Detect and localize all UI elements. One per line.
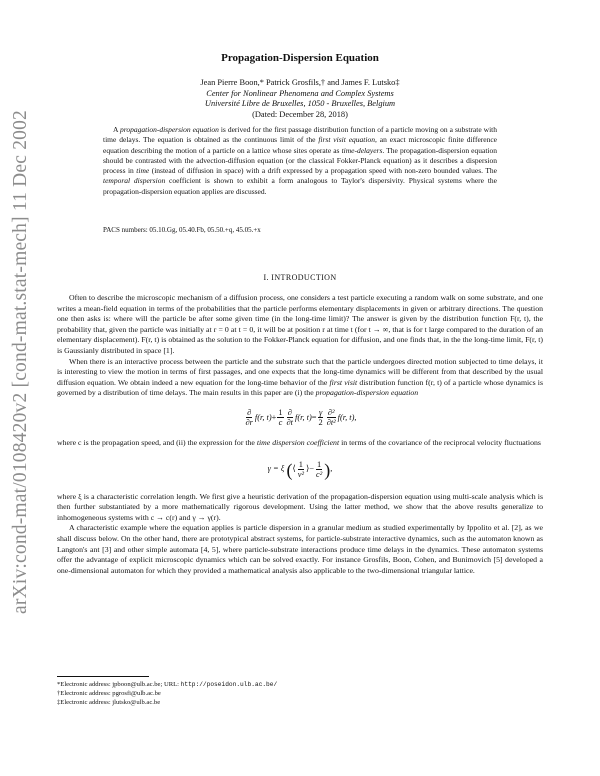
eq2-num: 1 [317, 460, 322, 470]
eq1-fraction-d-dr [244, 408, 253, 427]
intro-paragraph-5: A characteristic example where the equation applies is particle dispersion in a granular medium as studied experimentally by Ippolito et al. [2], as we shall discuss below. On the other hand, there are prototypical abstract systems, for particle-substrate interactive dynamics, such as the automaton known as Langton's ant [3] and other simple automata [4, 5], where particle-substrate interactions produce time delays in the dynamics. These automaton systems offer the advantage of explicit microscopic dynamics which can be solved exactly. For instance Grosfils, Boon, Cohen, and Bunimovich [5] developed a one-dimensional automaton for which they provided a mathematical analysis also applicable to the two-dimensional triangular lattice. [57, 523, 543, 575]
eq2-den: c² [316, 470, 323, 480]
abstract-emphasis: first visit equation [318, 135, 375, 145]
abstract-emphasis: propagation-dispersion equation [120, 125, 219, 134]
footnote-1 [57, 680, 543, 689]
eq1-fraction-d2-dt2 [326, 408, 337, 427]
abstract-text: A [113, 125, 121, 134]
eq1-den: 2 [318, 418, 323, 428]
eq2-fraction-1-c2 [315, 460, 323, 479]
abstract-text: . The propagation-dispersion equation should be contrasted with the advection-diffusion equation (or the classical Fokker-Planck equation) as it describes a dispersion process in [103, 145, 497, 176]
eq1-fraction-d-dt [286, 408, 294, 427]
author-names: Jean Pierre Boon,* Patrick Grosfils,† and James F. Lutsko‡ [200, 78, 400, 87]
footnote-3: ‡Electronic address: jlutsko@ulb.ac.be [57, 699, 161, 706]
abstract-text: (instead of diffusion in space) with a drift expressed by a propagation speed with non-zero bounded values. The [149, 166, 498, 176]
abstract-emphasis: temporal dispersion [103, 176, 166, 186]
author-block [57, 78, 543, 120]
eq1-plus: + [271, 412, 277, 422]
eq2-lhs: γ = ξ [267, 464, 285, 474]
eq1-function: f(r, t) [254, 412, 272, 422]
eq2-fraction-1-v2 [297, 460, 305, 479]
eq1-function: f(r, t) [337, 412, 355, 422]
eq1-num: ∂ [247, 408, 252, 418]
eq1-fraction-gamma-2 [318, 408, 324, 427]
eq1-num: 1 [278, 408, 283, 418]
equation-time-dispersion-coefficient [57, 453, 543, 487]
eq1-den: c [278, 418, 283, 428]
paragraph-emphasis: time dispersion coefficient [256, 437, 340, 447]
footnotes [57, 680, 543, 707]
paper-title: Propagation-Dispersion Equation [221, 52, 379, 64]
footnote-rule [57, 676, 149, 677]
footnote-url-link[interactable]: http://poseidon.ulb.ac.be/ [180, 681, 278, 688]
eq1-num: ∂² [327, 408, 335, 418]
abstract-emphasis: time-delayers [341, 145, 383, 155]
abstract [103, 125, 497, 197]
eq1-den: ∂r [245, 418, 253, 428]
eq2-num: 1 [298, 460, 303, 470]
paragraph-text: When there is an interactive process between the particle and the substrate such that the particle undergoes directed motion subjected to time delays, it is interesting to view the motion in terms of first passages, and one expects that the long-time dynamics will be different from that described by the usual diffusion equation. We obtain indeed a new equation for the long-time behavior of the [57, 356, 543, 387]
equation-propagation-dispersion [57, 403, 543, 433]
eq1-den: ∂t² [326, 418, 336, 428]
paragraph-text: distribution function f(r, t) of a particle whose dynamics is governed by a distribution of time delays. The main results in this paper are (i) the [57, 377, 543, 398]
abstract-text: , an exact microscopic finite difference equation describing the motion of a particle on a lattice whose sites operate as [103, 135, 498, 155]
abstract-emphasis: time [136, 166, 150, 176]
eq2-angle-close: ⟩ [306, 464, 310, 474]
eq2-den: v² [297, 470, 304, 480]
date-line: (Dated: December 28, 2018) [252, 109, 348, 119]
eq2-paren-open: ( [286, 459, 293, 480]
eq1-den: ∂t [286, 418, 294, 428]
paragraph-emphasis: propagation-dispersion equation [315, 388, 419, 398]
paragraph-text: in terms of the covariance of the reciprocal velocity fluctuations [339, 437, 541, 447]
eq2-tail: , [330, 464, 333, 474]
eq2-paren-close: ) [324, 459, 331, 480]
eq1-equals: = [311, 412, 317, 422]
abstract-text: is derived for the first passage distribution function of a particle moving on a substrate with time delays. The equation is obtained as the continuous limit of the [103, 125, 497, 145]
eq2-angle-open: ⟨ [292, 464, 296, 474]
eq1-tail: , [354, 412, 357, 422]
arxiv-identifier-stamp [4, 102, 38, 622]
footnote-text: *Electronic address: jpboon@ulb.ac.be; URL: [57, 681, 181, 688]
affiliation-line-1: Center for Nonlinear Phenomena and Complex Systems [206, 88, 394, 98]
arxiv-identifier-text: arXiv:cond-mat/0108420v2 [cond-mat.stat-mech] 11 Dec 2002 [10, 110, 31, 614]
eq1-function: f(r, t) [295, 412, 312, 422]
intro-paragraph-2 [57, 357, 543, 399]
footnote-2: †Electronic address: pgrosfi@ulb.ac.be [57, 690, 161, 697]
paragraph-text: where c is the propagation speed, and (ii) the expression for the [57, 437, 257, 447]
intro-paragraph-1: Often to describe the microscopic mechanism of a diffusion process, one considers a test particle executing a random walk on some substrate, and one writes a mean-field equation in terms of the probabilities that the particle performs elementary displacements in given or arbitrary directions. The question one then asks is: where will the particle be after some given time (in the long-time limit)? The answer is given by the distribution function F(r, t), the probability that, given the particle was initially at r = 0 at t = 0, it will be at position r at time t (for t → ∞, that is for t large compared to the duration of an elementary displacement). F(r, t) is obtained as the solution to the Fokker-Planck equation for diffusion, and one finds that, in the the long-time limit, F(r, t) is Gaussianly distributed in space [1]. [57, 293, 543, 355]
abstract-text: coefficient is shown to exhibit a form analogous to Taylor's dispersivity. Physical systems where the propagation-dispersion equation applies are discussed. [103, 176, 497, 196]
intro-paragraph-4: where ξ is a characteristic correlation length. We first give a heuristic derivation of the propagation-dispersion equation using multi-scale analysis which is then further substantiated by a more mathematically rigorous development. Using the latter method, we show that the above results generalize to inhomogeneous systems with c → c(r) and γ → γ(r). [57, 491, 543, 522]
intro-paragraph-3 [57, 438, 543, 449]
eq1-num: γ [318, 408, 323, 418]
introduction-body [57, 293, 543, 576]
pacs-numbers: PACS numbers: 05.10.Gg, 05.40.Fb, 05.50.+q, 45.05.+x [103, 226, 261, 234]
eq1-num: ∂ [287, 408, 292, 418]
paragraph-emphasis: first visit [329, 377, 358, 387]
eq2-minus: − [309, 464, 315, 474]
affiliation-line-2: Université Libre de Bruxelles, 1050 - Bruxelles, Belgium [204, 99, 396, 109]
section-heading-introduction: I. INTRODUCTION [263, 273, 337, 282]
eq1-fraction-1-c [277, 408, 283, 427]
